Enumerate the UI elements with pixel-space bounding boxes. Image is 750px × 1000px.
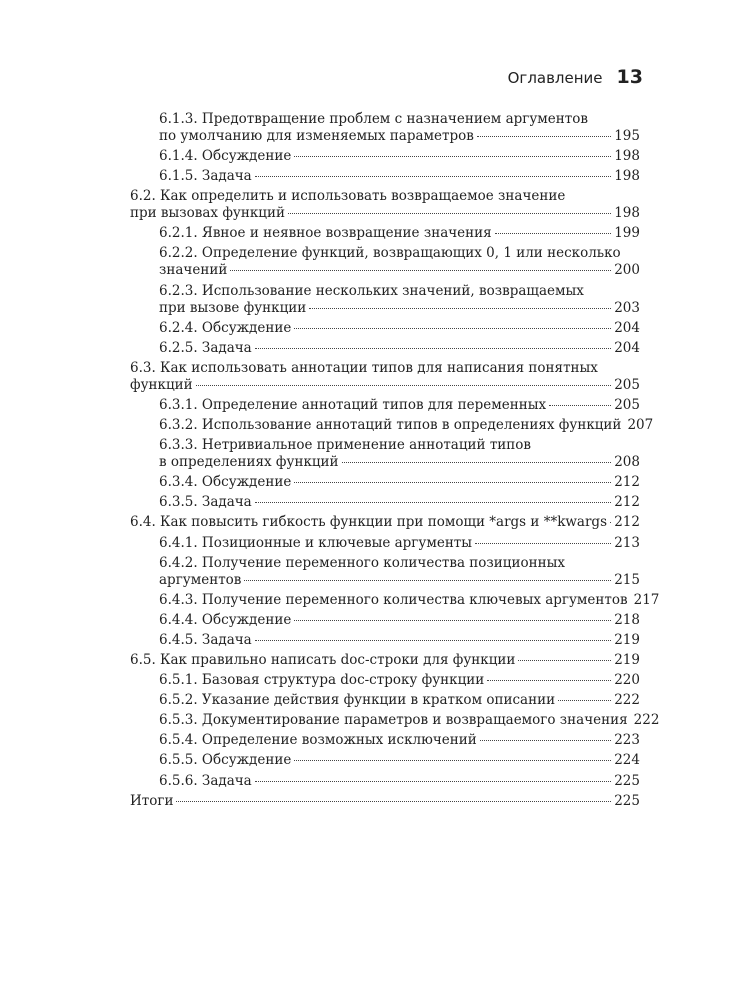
- toc-page-number: 198: [614, 168, 640, 185]
- toc-page-number: 222: [614, 692, 640, 709]
- toc-entry[interactable]: [130, 732, 640, 749]
- toc-entry-title: 6.2.4. Обсуждение: [159, 319, 292, 336]
- toc-entry[interactable]: [130, 773, 640, 790]
- toc-page-number: 203: [614, 299, 640, 316]
- toc-page-number: 225: [614, 772, 640, 789]
- toc-entry[interactable]: [130, 188, 640, 222]
- toc-entry[interactable]: [130, 555, 640, 589]
- toc-entry-title-line1: 6.3. Как использовать аннотации типов для написания понятных: [130, 359, 598, 376]
- dot-leader: [294, 760, 611, 761]
- toc-entry-title-line1: 6.1.3. Предотвращение проблем с назначением аргументов: [159, 111, 588, 127]
- toc-entry[interactable]: [130, 360, 640, 394]
- toc-entry[interactable]: [130, 672, 640, 689]
- toc-page-number: 213: [614, 534, 640, 551]
- toc-entry-title: 6.4.4. Обсуждение: [159, 611, 292, 628]
- toc-entry-title: по умолчанию для изменяемых параметров: [159, 128, 474, 144]
- toc-entry[interactable]: [130, 417, 654, 434]
- toc-page-number: 218: [614, 611, 640, 628]
- dot-leader: [255, 502, 611, 503]
- running-header: [508, 66, 643, 88]
- toc-entry-title: 6.5.4. Определение возможных исключений: [159, 732, 477, 749]
- toc-entry-title: 6.3.2. Использование аннотаций типов в определениях функций: [159, 417, 622, 434]
- dot-leader: [475, 543, 611, 544]
- dot-leader: [244, 580, 611, 581]
- toc-entry-title: 6.3.1. Определение аннотаций типов для переменных: [159, 396, 547, 413]
- toc-page-number: 224: [614, 752, 640, 769]
- dot-leader: [255, 348, 611, 349]
- toc-entry-title: 6.5.3. Документирование параметров и возвращаемого значения: [159, 712, 628, 729]
- toc-page-number: 204: [614, 339, 640, 356]
- dot-leader: [610, 522, 611, 523]
- dot-leader: [342, 462, 612, 463]
- toc-page-number: 198: [614, 205, 640, 222]
- toc-entry-title: 6.3.5. Задача: [159, 494, 252, 511]
- toc-page-number: 204: [614, 319, 640, 336]
- toc-entry[interactable]: [130, 320, 640, 337]
- dot-leader: [288, 213, 611, 214]
- dot-leader: [480, 740, 611, 741]
- toc-entry-title-line1: 6.3.3. Нетривиальное применение аннотаций типов: [159, 437, 532, 454]
- toc-page-number: 200: [614, 262, 640, 279]
- toc-page-number: 207: [627, 417, 654, 434]
- toc-entry[interactable]: [130, 148, 640, 165]
- toc-entry-title: 6.1.5. Задача: [159, 168, 252, 185]
- header-page-number: 13: [616, 66, 643, 88]
- toc-page-number: 219: [614, 631, 640, 648]
- toc-page-number: 215: [614, 571, 640, 588]
- dot-leader: [255, 781, 611, 782]
- toc-entry[interactable]: [130, 245, 640, 279]
- toc-entry-title: 6.5.1. Базовая структура doc-строку функции: [159, 672, 485, 689]
- dot-leader: [549, 405, 611, 406]
- toc-page-number: 198: [614, 148, 640, 165]
- toc-entry[interactable]: [130, 283, 640, 317]
- dot-leader: [558, 700, 611, 701]
- toc-entry-title: 6.4.3. Получение переменного количества ключевых аргументов: [159, 591, 628, 608]
- toc-entry-title: при вызове функции: [159, 299, 307, 316]
- toc-entry-title: 6.4.5. Задача: [159, 631, 252, 648]
- dot-leader: [230, 270, 611, 271]
- toc-entry-title-line1: 6.2. Как определить и использовать возвращаемое значение: [130, 188, 566, 205]
- dot-leader: [477, 136, 611, 137]
- dot-leader: [309, 308, 611, 309]
- toc-page-number: 205: [614, 376, 640, 393]
- header-title: Оглавление: [507, 69, 603, 87]
- dot-leader: [495, 233, 612, 234]
- toc-entry[interactable]: [130, 111, 640, 145]
- toc-page-number: 199: [614, 225, 640, 242]
- toc-entry[interactable]: [130, 692, 640, 709]
- toc-entry[interactable]: [130, 793, 640, 810]
- toc-page-number: 220: [614, 672, 640, 689]
- toc-page-number: 223: [614, 732, 640, 749]
- toc-entry-title: 6.1.4. Обсуждение: [159, 148, 292, 165]
- toc-entry[interactable]: [130, 474, 640, 491]
- toc-entry[interactable]: [130, 612, 640, 629]
- dot-leader: [196, 385, 612, 386]
- toc-page-number: 217: [633, 591, 660, 608]
- toc-page-number: 225: [614, 792, 640, 809]
- toc-entry-title: 6.4. Как повысить гибкость функции при помощи *args и **kwargs: [130, 514, 607, 531]
- toc-entry-title: аргументов: [159, 571, 242, 588]
- toc-page-number: 212: [614, 474, 640, 491]
- dot-leader: [294, 620, 611, 621]
- dot-leader: [255, 176, 611, 177]
- toc-entry-title: Итоги: [130, 792, 174, 809]
- toc-entry-title: значений: [159, 262, 228, 279]
- toc-entry-title: 6.4.1. Позиционные и ключевые аргументы: [159, 534, 473, 551]
- toc-entry-title-line1: 6.2.3. Использование нескольких значений, возвращаемых: [159, 282, 584, 299]
- toc-entry-title: в определениях функций: [159, 454, 339, 471]
- toc-entry[interactable]: [130, 397, 640, 414]
- dot-leader: [255, 640, 611, 641]
- toc-entry[interactable]: [130, 535, 640, 552]
- toc-entry[interactable]: [130, 591, 660, 609]
- dot-leader: [294, 482, 611, 483]
- toc-page-number: 219: [614, 651, 640, 668]
- toc-entry-title-line1: 6.4.2. Получение переменного количества позиционных: [159, 554, 565, 571]
- toc-entry[interactable]: [130, 168, 640, 185]
- toc-entry[interactable]: [130, 652, 640, 669]
- toc-entry[interactable]: [130, 225, 640, 242]
- toc-page-number: 222: [633, 712, 660, 729]
- toc-entry-title: 6.5. Как правильно написать doc-строки для функции: [130, 651, 516, 668]
- toc-entry-title-line1: 6.2.2. Определение функций, возвращающих 0, 1 или несколько: [159, 245, 621, 262]
- toc-page-number: 208: [614, 454, 640, 471]
- toc-page-number: 212: [614, 514, 640, 531]
- toc-entry-title: 6.5.5. Обсуждение: [159, 752, 292, 769]
- toc-entry[interactable]: [130, 632, 640, 649]
- toc-entry-title: 6.2.1. Явное и неявное возвращение значения: [159, 225, 492, 242]
- toc-entry[interactable]: [130, 752, 640, 769]
- dot-leader: [487, 680, 611, 681]
- toc-entry[interactable]: [130, 340, 640, 357]
- toc-entry-title: при вызовах функций: [130, 205, 285, 222]
- toc-entry-title: функций: [130, 376, 193, 393]
- dot-leader: [294, 156, 611, 157]
- toc-entry[interactable]: [130, 514, 640, 531]
- toc-entry[interactable]: [130, 494, 640, 511]
- dot-leader: [176, 801, 611, 802]
- dot-leader: [294, 328, 611, 329]
- table-of-contents: [130, 111, 660, 813]
- toc-entry-title: 6.5.6. Задача: [159, 772, 252, 789]
- dot-leader: [518, 660, 611, 661]
- toc-entry[interactable]: [130, 712, 660, 729]
- toc-page-number: 212: [614, 494, 640, 511]
- toc-page-number: 195: [614, 128, 640, 144]
- toc-page-number: 205: [614, 396, 640, 413]
- toc-entry-title: 6.3.4. Обсуждение: [159, 474, 292, 491]
- toc-entry-title: 6.2.5. Задача: [159, 339, 252, 356]
- toc-entry-title: 6.5.2. Указание действия функции в кратком описании: [159, 692, 556, 709]
- toc-entry[interactable]: [130, 437, 640, 471]
